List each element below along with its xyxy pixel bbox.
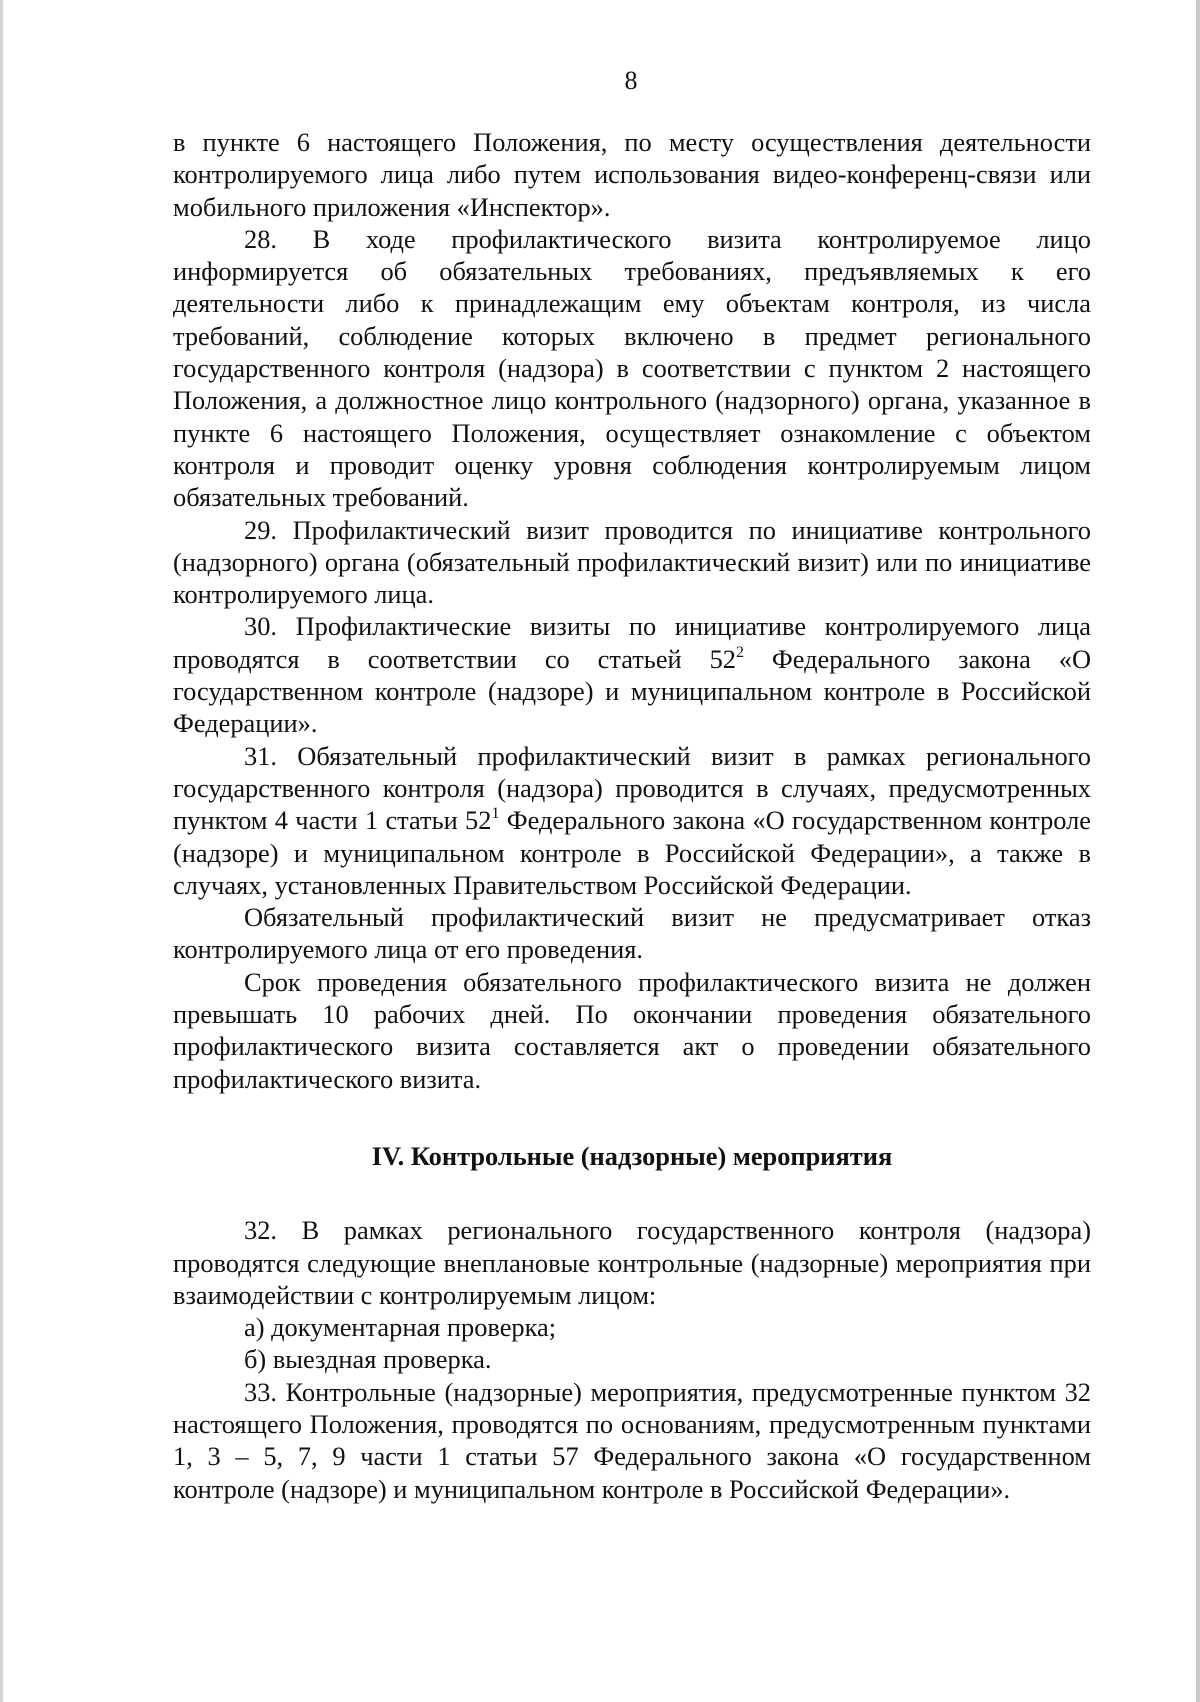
page-number: 8 [624,66,638,95]
paragraph-30-text-a: 30. Профилактические визиты по инициативе контролируемого лица проводятся в соответствии со статьей 52 [173,611,1091,674]
paragraph-31-part-2: Обязательный профилактический визит не предусматривает отказ контролируемого лица от его проведения. [173,902,1091,965]
paragraph-30-text-b: Федерального закона «О государственном контроле (надзоре) и муниципальном контроле в Российской Федерации». [173,643,1091,739]
paragraph-32-item-a: а) документарная проверка; [244,1312,557,1343]
paragraph-31-superscript: 1 [491,805,500,823]
paragraph-31-text-b: Федерального закона «О государственном контроле (надзоре) и муниципальном контроле в Российской Федерации», а также в случаях, установленных Правительством Российской Федерации. [173,805,1091,900]
section-heading: IV. Контрольные (надзорные) мероприятия [371,1140,893,1171]
paragraph-27-continuation: в пункте 6 настоящего Положения, по месту осуществления деятельности контролируемого лица либо путем использования видео-конференц-связи или мобильного приложения «Инспектор». [173,127,1091,222]
document-body [173,126,1091,1505]
paragraph-28: 28. В ходе профилактического визита контролируемое лицо информируется об обязательных требованиях, предъявляемых к его деятельности либо к принадлежащим ему объектам контроля, из числа требований, соблюдение которых включено в предмет регионального государственного контроля (надзора) в соответствии с пунктом 2 настоящего Положения, а должностное лицо контрольного (надзорного) органа, указанное в пункте 6 настоящего Положения, осуществляет ознакомление с объектом контроля и проводит оценку уровня соблюдения контролируемым лицом обязательных требований. [173,223,1091,513]
paragraph-31 [173,740,1091,901]
paragraph-30-superscript: 2 [735,643,744,661]
paragraph-31-text-a: 31. Обязательный профилактический визит в рамках регионального государственного контроля (надзора) проводится в случаях, предусмотренных пунктом 4 части 1 статьи 52 [173,740,1091,836]
paragraph-32: 32. В рамках регионального государственного контроля (надзора) проводятся следующие внеплановые контрольные (надзорные) мероприятия при взаимодействии с контролируемым лицом: [173,1215,1091,1310]
paragraph-33: 33. Контрольные (надзорные) мероприятия, предусмотренные пунктом 32 настоящего Положения, проводятся по основаниям, предусмотренным пунктами 1, 3 – 5, 7, 9 части 1 статьи 57 Федерального закона «О государственном контроле (надзоре) и муниципальном контроле в Российской Федерации». [173,1376,1091,1504]
scan-right-edge [1196,0,1200,1702]
paragraph-31-part-3: Срок проведения обязательного профилактического визита не должен превышать 10 рабочих дней. По окончании проведения обязательного профилактического визита составляется акт о проведении обязательного профилактического визита. [173,966,1091,1094]
paragraph-32-item-b: б) выездная проверка. [244,1344,492,1375]
paragraph-29: 29. Профилактический визит проводится по инициативе контрольного (надзорного) органа (обязательный профилактический визит) или по инициативе контролируемого лица. [173,514,1091,610]
scan-left-edge [0,0,3,1702]
paragraph-30 [173,610,1091,739]
